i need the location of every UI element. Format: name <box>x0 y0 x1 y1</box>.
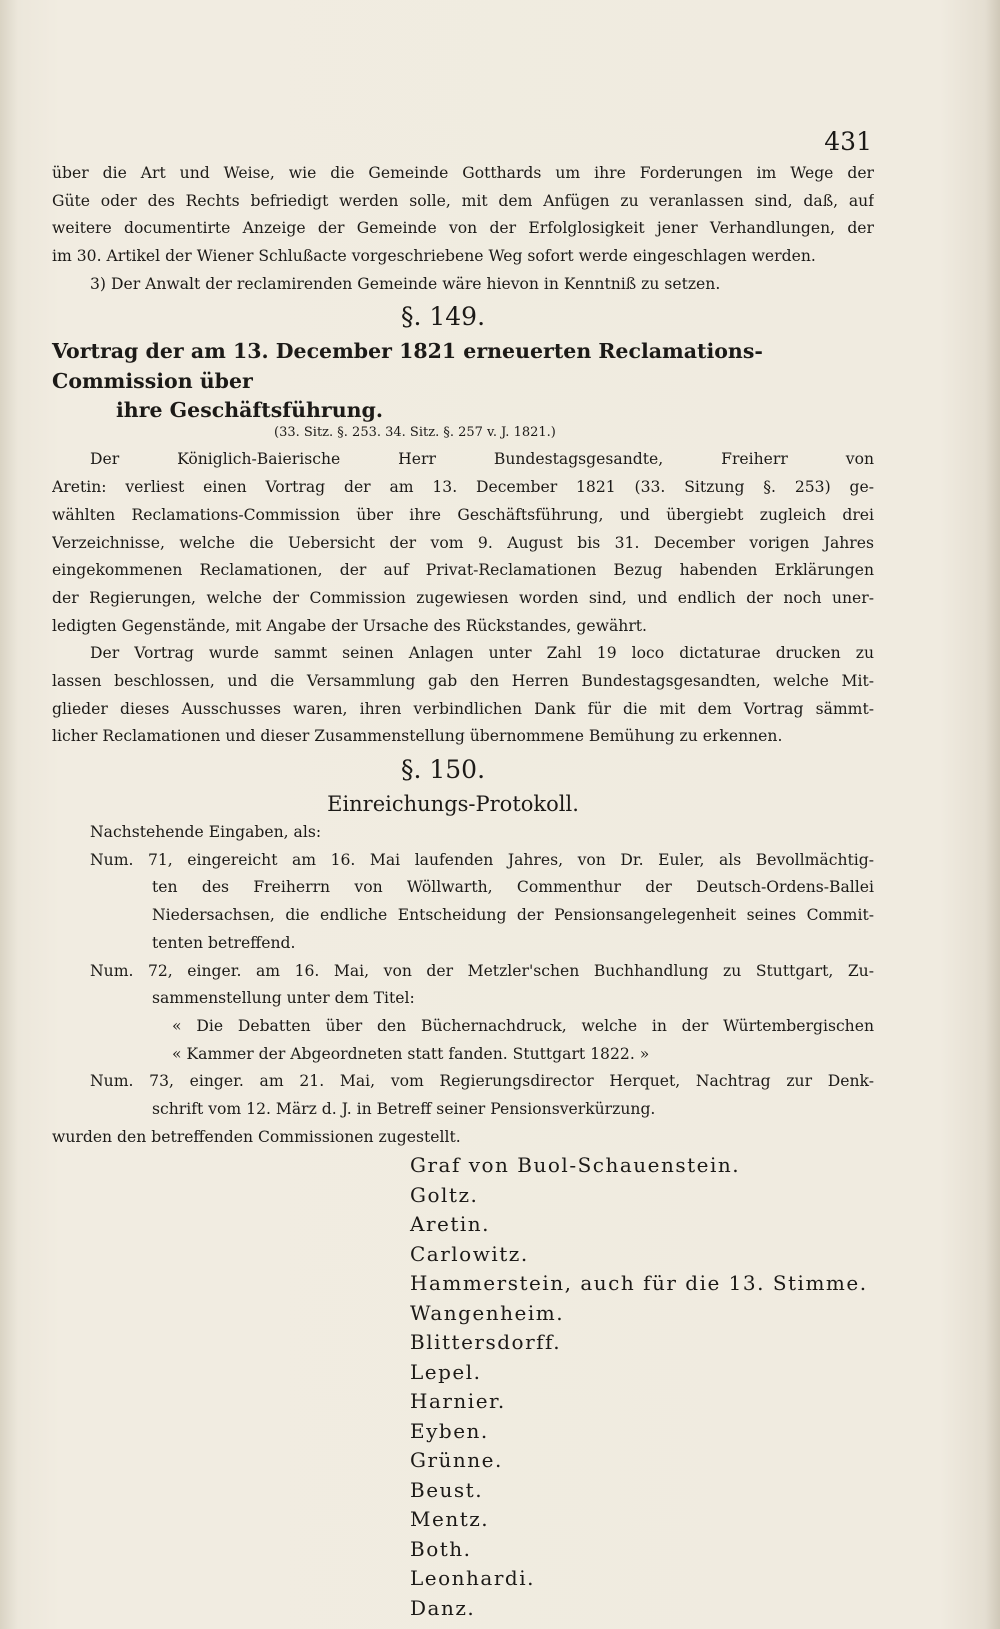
signature: Graf von Buol-Schauenstein. <box>410 1153 741 1178</box>
text-line: wählten Reclamations-Commission über ihre Geschäftsführung, und übergiebt zugleich drei <box>52 505 874 524</box>
entry-line: Niedersachsen, die endliche Entscheidung der Pensionsangelegenheit seines Commit- <box>152 906 874 925</box>
point-3: 3) Der Anwalt der reclamirenden Gemeinde wäre hievon in Kenntniß zu setzen. <box>90 274 721 293</box>
entry-line: schrift vom 12. März d. J. in Betreff seiner Pensionsverkürzung. <box>152 1100 656 1118</box>
section-150-heading: §. 150. <box>400 755 486 785</box>
entry-line: tenten betreffend. <box>152 933 296 952</box>
signature: Both. <box>410 1536 472 1561</box>
text-line: Der Königlich-Baierische Herr Bundestagsgesandte, Freiherr von <box>90 450 874 469</box>
entry-line: Num. 72, einger. am 16. Mai, von der Metzler'schen Buchhandlung zu Stuttgart, Zu- <box>90 961 874 980</box>
section-149-citation: (33. Sitz. §. 253. 34. Sitz. §. 257 v. J. 1821.) <box>274 425 556 441</box>
signature: Grünne. <box>410 1448 503 1473</box>
entry-line: ten des Freiherrn von Wöllwarth, Commenthur der Deutsch-Ordens-Ballei <box>152 878 874 897</box>
text-line: ledigten Gegenstände, mit Angabe der Ursache des Rückstandes, gewährt. <box>52 616 648 635</box>
signature: Leonhardi. <box>410 1566 535 1591</box>
signature: Danz. <box>410 1595 476 1620</box>
signature: Beust. <box>410 1477 484 1502</box>
entry-line: « Kammer der Abgeordneten statt fanden. Stuttgart 1822. » <box>172 1044 650 1063</box>
section-150-title: Einreichungs-Protokoll. <box>327 792 579 817</box>
text-line: lassen beschlossen, und die Versammlung gab den Herren Bundestagsgesandten, welche Mit- <box>52 671 874 690</box>
signature-block <box>52 1151 874 1623</box>
text-line: weitere documentirte Anzeige der Gemeinde von der Erfolglosigkeit jener Verhandlungen, der <box>52 219 874 238</box>
signature: Hammerstein, auch für die 13. Stimme. <box>410 1271 868 1296</box>
signature: Eyben. <box>410 1418 489 1443</box>
signature: Carlowitz. <box>410 1241 529 1266</box>
signature: Aretin. <box>410 1212 491 1237</box>
page-number: 431 <box>824 127 872 156</box>
entry-line: Num. 73, einger. am 21. Mai, vom Regierungsdirector Herquet, Nachtrag zur Denk- <box>90 1072 874 1091</box>
signature: Wangenheim. <box>410 1300 565 1325</box>
signature: Lepel. <box>410 1359 482 1384</box>
text-line: Verzeichnisse, welche die Uebersicht der vom 9. August bis 31. December vorigen Jahres <box>52 533 874 552</box>
intro-line: Nachstehende Eingaben, als: <box>90 823 322 842</box>
text-line: im 30. Artikel der Wiener Schlußacte vorgeschriebene Weg sofort werde eingeschlagen werden. <box>52 247 816 266</box>
signature: Goltz. <box>410 1182 479 1207</box>
text-line: Der Vortrag wurde sammt seinen Anlagen unter Zahl 19 loco dictaturae drucken zu <box>90 644 874 663</box>
text-line: über die Art und Weise, wie die Gemeinde Gotthards um ihre Forderungen im Wege der <box>52 164 874 182</box>
page-body <box>52 160 874 1623</box>
entry-line: « Die Debatten über den Büchernachdruck, welche in der Würtembergischen <box>172 1016 874 1035</box>
section-149-title: Vortrag der am 13. December 1821 erneuerten Reclamations-Commission über <box>52 339 763 394</box>
section-149-title-cont: ihre Geschäftsführung. <box>116 398 383 423</box>
entry-line: sammenstellung unter dem Titel: <box>152 989 415 1008</box>
text-line: Aretin: verliest einen Vortrag der am 13. December 1821 (33. Sitzung §. 253) ge- <box>52 478 874 497</box>
text-line: glieder dieses Ausschusses waren, ihren verbindlichen Dank für die mit dem Vortrag sämmt- <box>52 699 874 718</box>
outro-line: wurden den betreffenden Commissionen zugestellt. <box>52 1127 461 1146</box>
section-149-heading: §. 149. <box>400 302 486 332</box>
signature: Mentz. <box>410 1507 490 1532</box>
text-line: eingekommenen Reclamationen, der auf Privat-Reclamationen Bezug habenden Erklärungen <box>52 561 874 580</box>
text-line: Güte oder des Rechts befriedigt werden solle, mit dem Anfügen zu veranlassen sind, daß, auf <box>52 191 874 210</box>
entry-line: Num. 71, eingereicht am 16. Mai laufenden Jahres, von Dr. Euler, als Bevollmächtig- <box>90 850 874 869</box>
text-line: der Regierungen, welche der Commission zugewiesen worden sind, und endlich der noch uner- <box>52 588 874 607</box>
signature: Harnier. <box>410 1389 506 1414</box>
text-line: licher Reclamationen und dieser Zusammenstellung übernommene Bemühung zu erkennen. <box>52 727 783 746</box>
signature: Blittersdorff. <box>410 1330 562 1355</box>
